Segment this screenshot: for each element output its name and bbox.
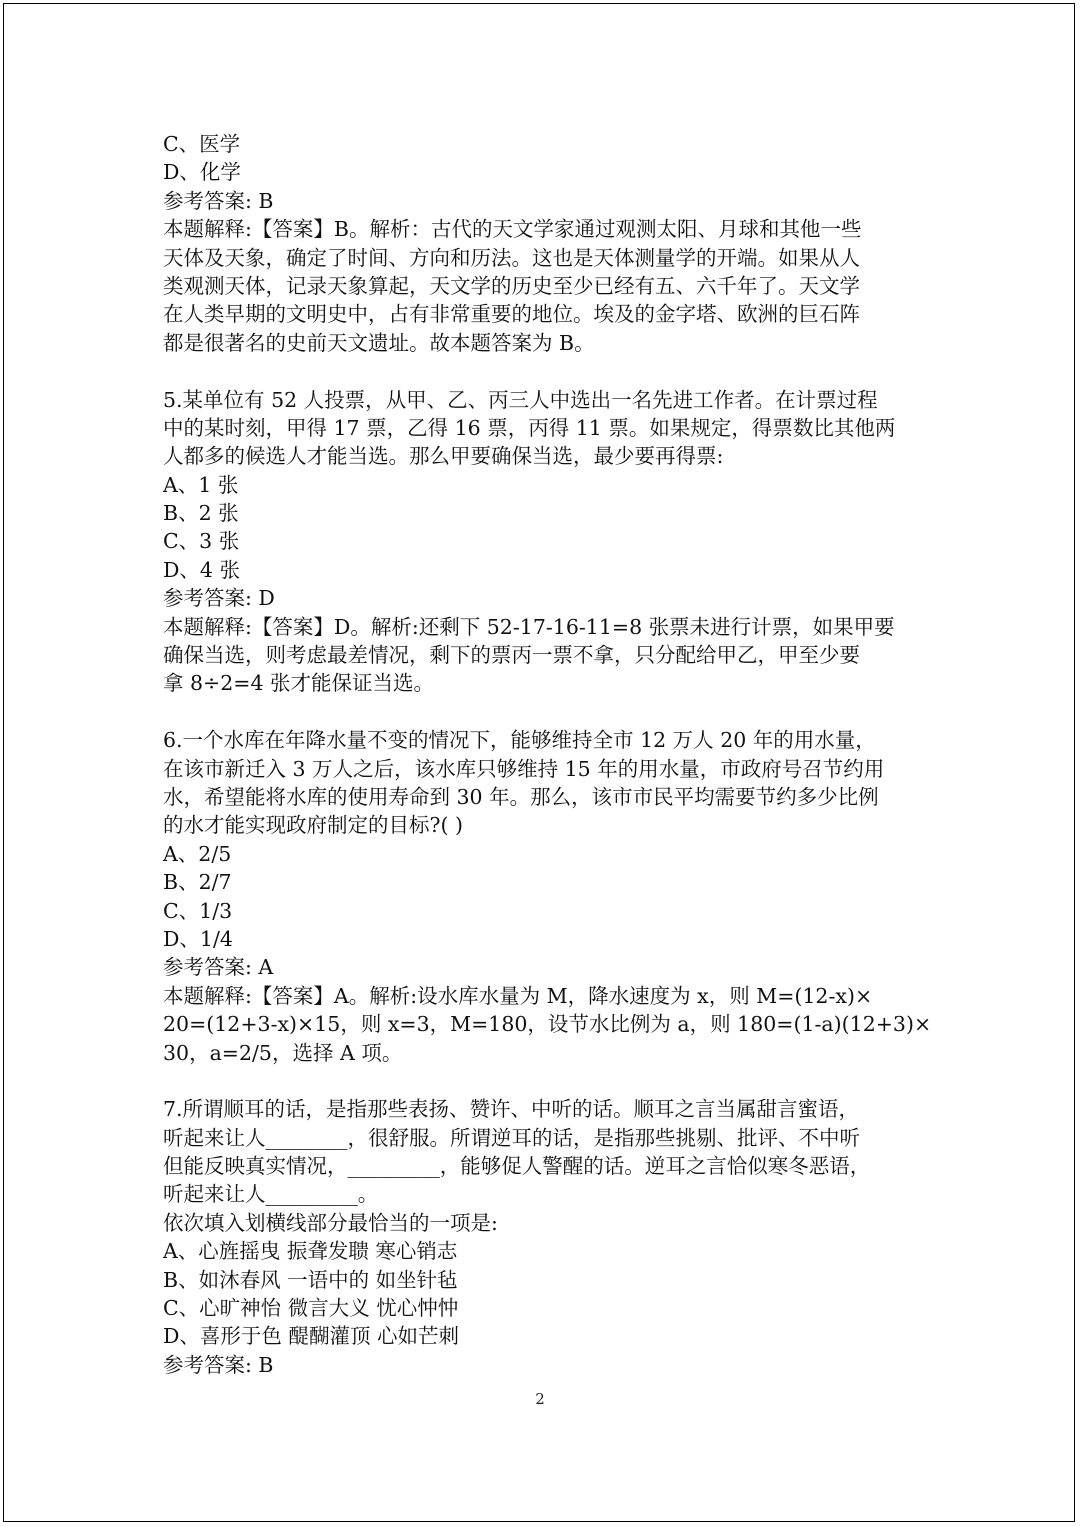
reference-answer: 参考答案: B — [163, 1352, 274, 1377]
spacer — [163, 1067, 923, 1095]
option-c: C、心旷神怡 微言大义 忧心忡忡 — [163, 1296, 459, 1321]
question-4 — [163, 130, 923, 357]
reference-answer: 参考答案: A — [163, 955, 274, 980]
option-a: A、心旌摇曳 振聋发聩 寒心销志 — [163, 1239, 458, 1264]
option-c: C、3 张 — [163, 529, 240, 554]
explanation-line: 确保当选，则考虑最差情况，剩下的票丙一票不拿，只分配给甲乙，甲至少要 — [163, 643, 860, 668]
option-b: B、如沐春风 一语中的 如坐针毡 — [163, 1267, 458, 1292]
spacer — [163, 357, 923, 385]
spacer — [163, 698, 923, 726]
question-text-line: 但能反映真实情况，_________，能够促人警醒的话。逆耳之言恰似寒冬恶语， — [163, 1154, 871, 1179]
question-7 — [163, 1095, 923, 1379]
question-text-line: 听起来让人________，很舒服。所谓逆耳的话，是指那些挑剔、批评、不中听 — [163, 1125, 860, 1150]
explanation-line: 本题解释:【答案】D。解析:还剩下 52-17-16-11=8 张票未进行计票，如果甲要 — [163, 614, 895, 639]
option-d: D、4 张 — [163, 557, 240, 582]
reference-answer: 参考答案: D — [163, 586, 275, 611]
page-number: 2 — [535, 1390, 545, 1408]
option-c: C、1/3 — [163, 898, 233, 923]
explanation-line: 拿 8÷2=4 张才能保证当选。 — [163, 671, 435, 696]
option-b: B、2 张 — [163, 501, 239, 526]
option-b: B、2/7 — [163, 870, 232, 895]
explanation-line: 都是很著名的史前天文遗址。故本题答案为 B。 — [163, 330, 595, 355]
question-5 — [163, 386, 923, 698]
option-d: D、1/4 — [163, 926, 233, 951]
question-prompt: 依次填入划横线部分最恰当的一项是: — [163, 1210, 498, 1235]
explanation-line: 本题解释:【答案】B。解析：古代的天文学家通过观测太阳、月球和其他一些 — [163, 217, 862, 242]
question-text-line: 的水才能实现政府制定的目标?( ) — [163, 813, 464, 838]
question-text-line: 6.一个水库在年降水量不变的情况下，能够维持全市 12 万人 20 年的用水量， — [163, 728, 876, 753]
option-c: C、医学 — [163, 132, 241, 156]
question-text-line: 7.所谓顺耳的话，是指那些表扬、赞许、中听的话。顺耳之言当属甜言蜜语， — [163, 1097, 860, 1122]
explanation-line: 类观测天体，记录天象算起，天文学的历史至少已经有五、六千年了。天文学 — [163, 273, 860, 298]
question-text-line: 在该市新迁入 3 万人之后，该水库只够维持 15 年的用水量，市政府号召节约用 — [163, 756, 885, 781]
question-text-line: 水，希望能将水库的使用寿命到 30 年。那么，该市市民平均需要节约多少比例 — [163, 784, 879, 809]
question-6 — [163, 726, 932, 1067]
explanation-line: 天体及天象，确定了时间、方向和历法。这也是天体测量学的开端。如果从人 — [163, 245, 860, 270]
question-text-line: 5.某单位有 52 人投票，从甲、乙、丙三人中选出一名先进工作者。在计票过程 — [163, 387, 878, 412]
explanation-line: 在人类早期的文明史中，占有非常重要的地位。埃及的金字塔、欧洲的巨石阵 — [163, 302, 860, 327]
reference-answer: 参考答案: B — [163, 188, 274, 213]
question-text-line: 中的某时刻，甲得 17 票，乙得 16 票，丙得 11 票。如果规定，得票数比其他两 — [163, 415, 896, 440]
document-body — [163, 130, 932, 1379]
explanation-line: 20=(12+3-x)×15，则 x=3，M=180，设节水比例为 a，则 180=(1-a)(12+3)× — [163, 1012, 932, 1037]
explanation-line: 30，a=2/5，选择 A 项。 — [163, 1040, 403, 1065]
question-text-line: 人都多的候选人才能当选。那么甲要确保当选，最少要再得票: — [163, 444, 724, 469]
option-d: D、喜形于色 醍醐灌顶 心如芒刺 — [163, 1324, 459, 1349]
explanation-line: 本题解释:【答案】A。解析:设水库水量为 M，降水速度为 x，则 M=(12-x)× — [163, 983, 873, 1008]
option-a: A、2/5 — [163, 841, 232, 866]
question-text-line: 听起来让人_________。 — [163, 1182, 379, 1207]
option-a: A、1 张 — [163, 472, 239, 497]
option-d: D、化学 — [163, 160, 241, 185]
